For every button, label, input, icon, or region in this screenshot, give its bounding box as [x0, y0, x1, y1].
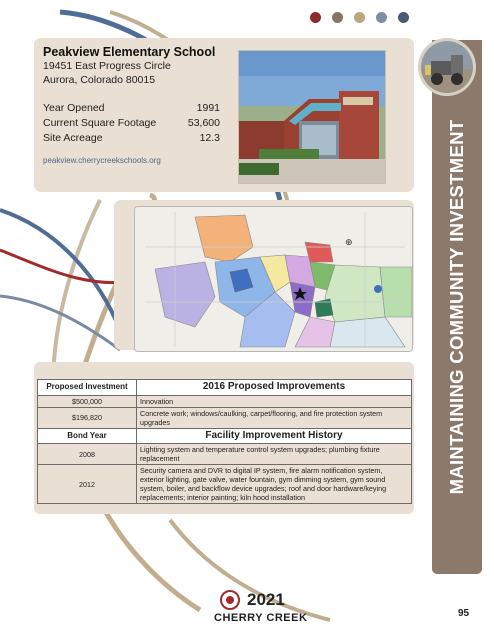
proposed-investment-header: Proposed Investment — [38, 380, 137, 396]
investment-description: Innovation — [137, 395, 412, 407]
accent-dots — [310, 12, 409, 23]
address-line-2: Aurora, Colorado 80015 — [43, 74, 156, 86]
district-map — [134, 206, 413, 352]
table-row — [38, 444, 412, 465]
school-building-image — [239, 51, 385, 183]
investment-table — [37, 379, 412, 504]
table-header-row — [38, 380, 412, 396]
stat-label: Site Acreage — [43, 132, 103, 144]
facility-history-title: Facility Improvement History — [137, 428, 412, 444]
stat-value: 53,600 — [187, 117, 220, 129]
accent-dot — [332, 12, 343, 23]
stat-label: Year Opened — [43, 102, 105, 114]
sidebar-title: MAINTAINING COMMUNITY INVESTMENT — [446, 119, 467, 495]
school-photo — [238, 50, 386, 184]
school-name: Peakview Elementary School — [43, 45, 216, 59]
history-description: Security camera and DVR to digital IP system, fire alarm notification system, exterior lighting, gate valve, water fountain, gym dimming system, gym sound system, boiler, and backflow device upgrades; roof and door hardware/keying replacements; interior painting; kiln hood installation — [137, 465, 412, 504]
bond-year: 2008 — [38, 444, 137, 465]
table-row — [38, 465, 412, 504]
stat-value: 12.3 — [199, 132, 220, 144]
proposed-improvements-title: 2016 Proposed Improvements — [137, 380, 412, 396]
svg-text:⊕: ⊕ — [345, 238, 353, 248]
school-website-link[interactable]: peakview.cherrycreekschools.org — [43, 156, 161, 165]
page-number: 95 — [458, 608, 470, 619]
address-line-1: 19451 East Progress Circle — [43, 60, 171, 72]
stat-label: Current Square Footage — [43, 117, 157, 129]
table-row — [38, 395, 412, 407]
stat-value: 1991 — [196, 102, 220, 114]
accent-dot — [310, 12, 321, 23]
history-description: Lighting system and temperature control system upgrades; plumbing fixture replacement — [137, 444, 412, 465]
investment-description: Concrete work; windows/caulking, carpet/flooring, and fire protection system upgrades — [137, 407, 412, 428]
accent-dot — [376, 12, 387, 23]
footer-brand: CHERRY CREEK — [214, 612, 308, 624]
investment-amount: $500,000 — [38, 395, 137, 407]
table-row — [38, 407, 412, 428]
sidebar-title-wrap — [432, 40, 482, 574]
construction-equipment-image — [421, 41, 473, 93]
footer-year: 2021 — [247, 590, 285, 609]
bond-year: 2012 — [38, 465, 137, 504]
district-boundary-map — [135, 207, 412, 351]
accent-dot — [398, 12, 409, 23]
investment-amount: $196,820 — [38, 407, 137, 428]
construction-badge-photo — [418, 38, 476, 96]
bond-year-header: Bond Year — [38, 428, 137, 444]
table-header-row — [38, 428, 412, 444]
accent-dot — [354, 12, 365, 23]
